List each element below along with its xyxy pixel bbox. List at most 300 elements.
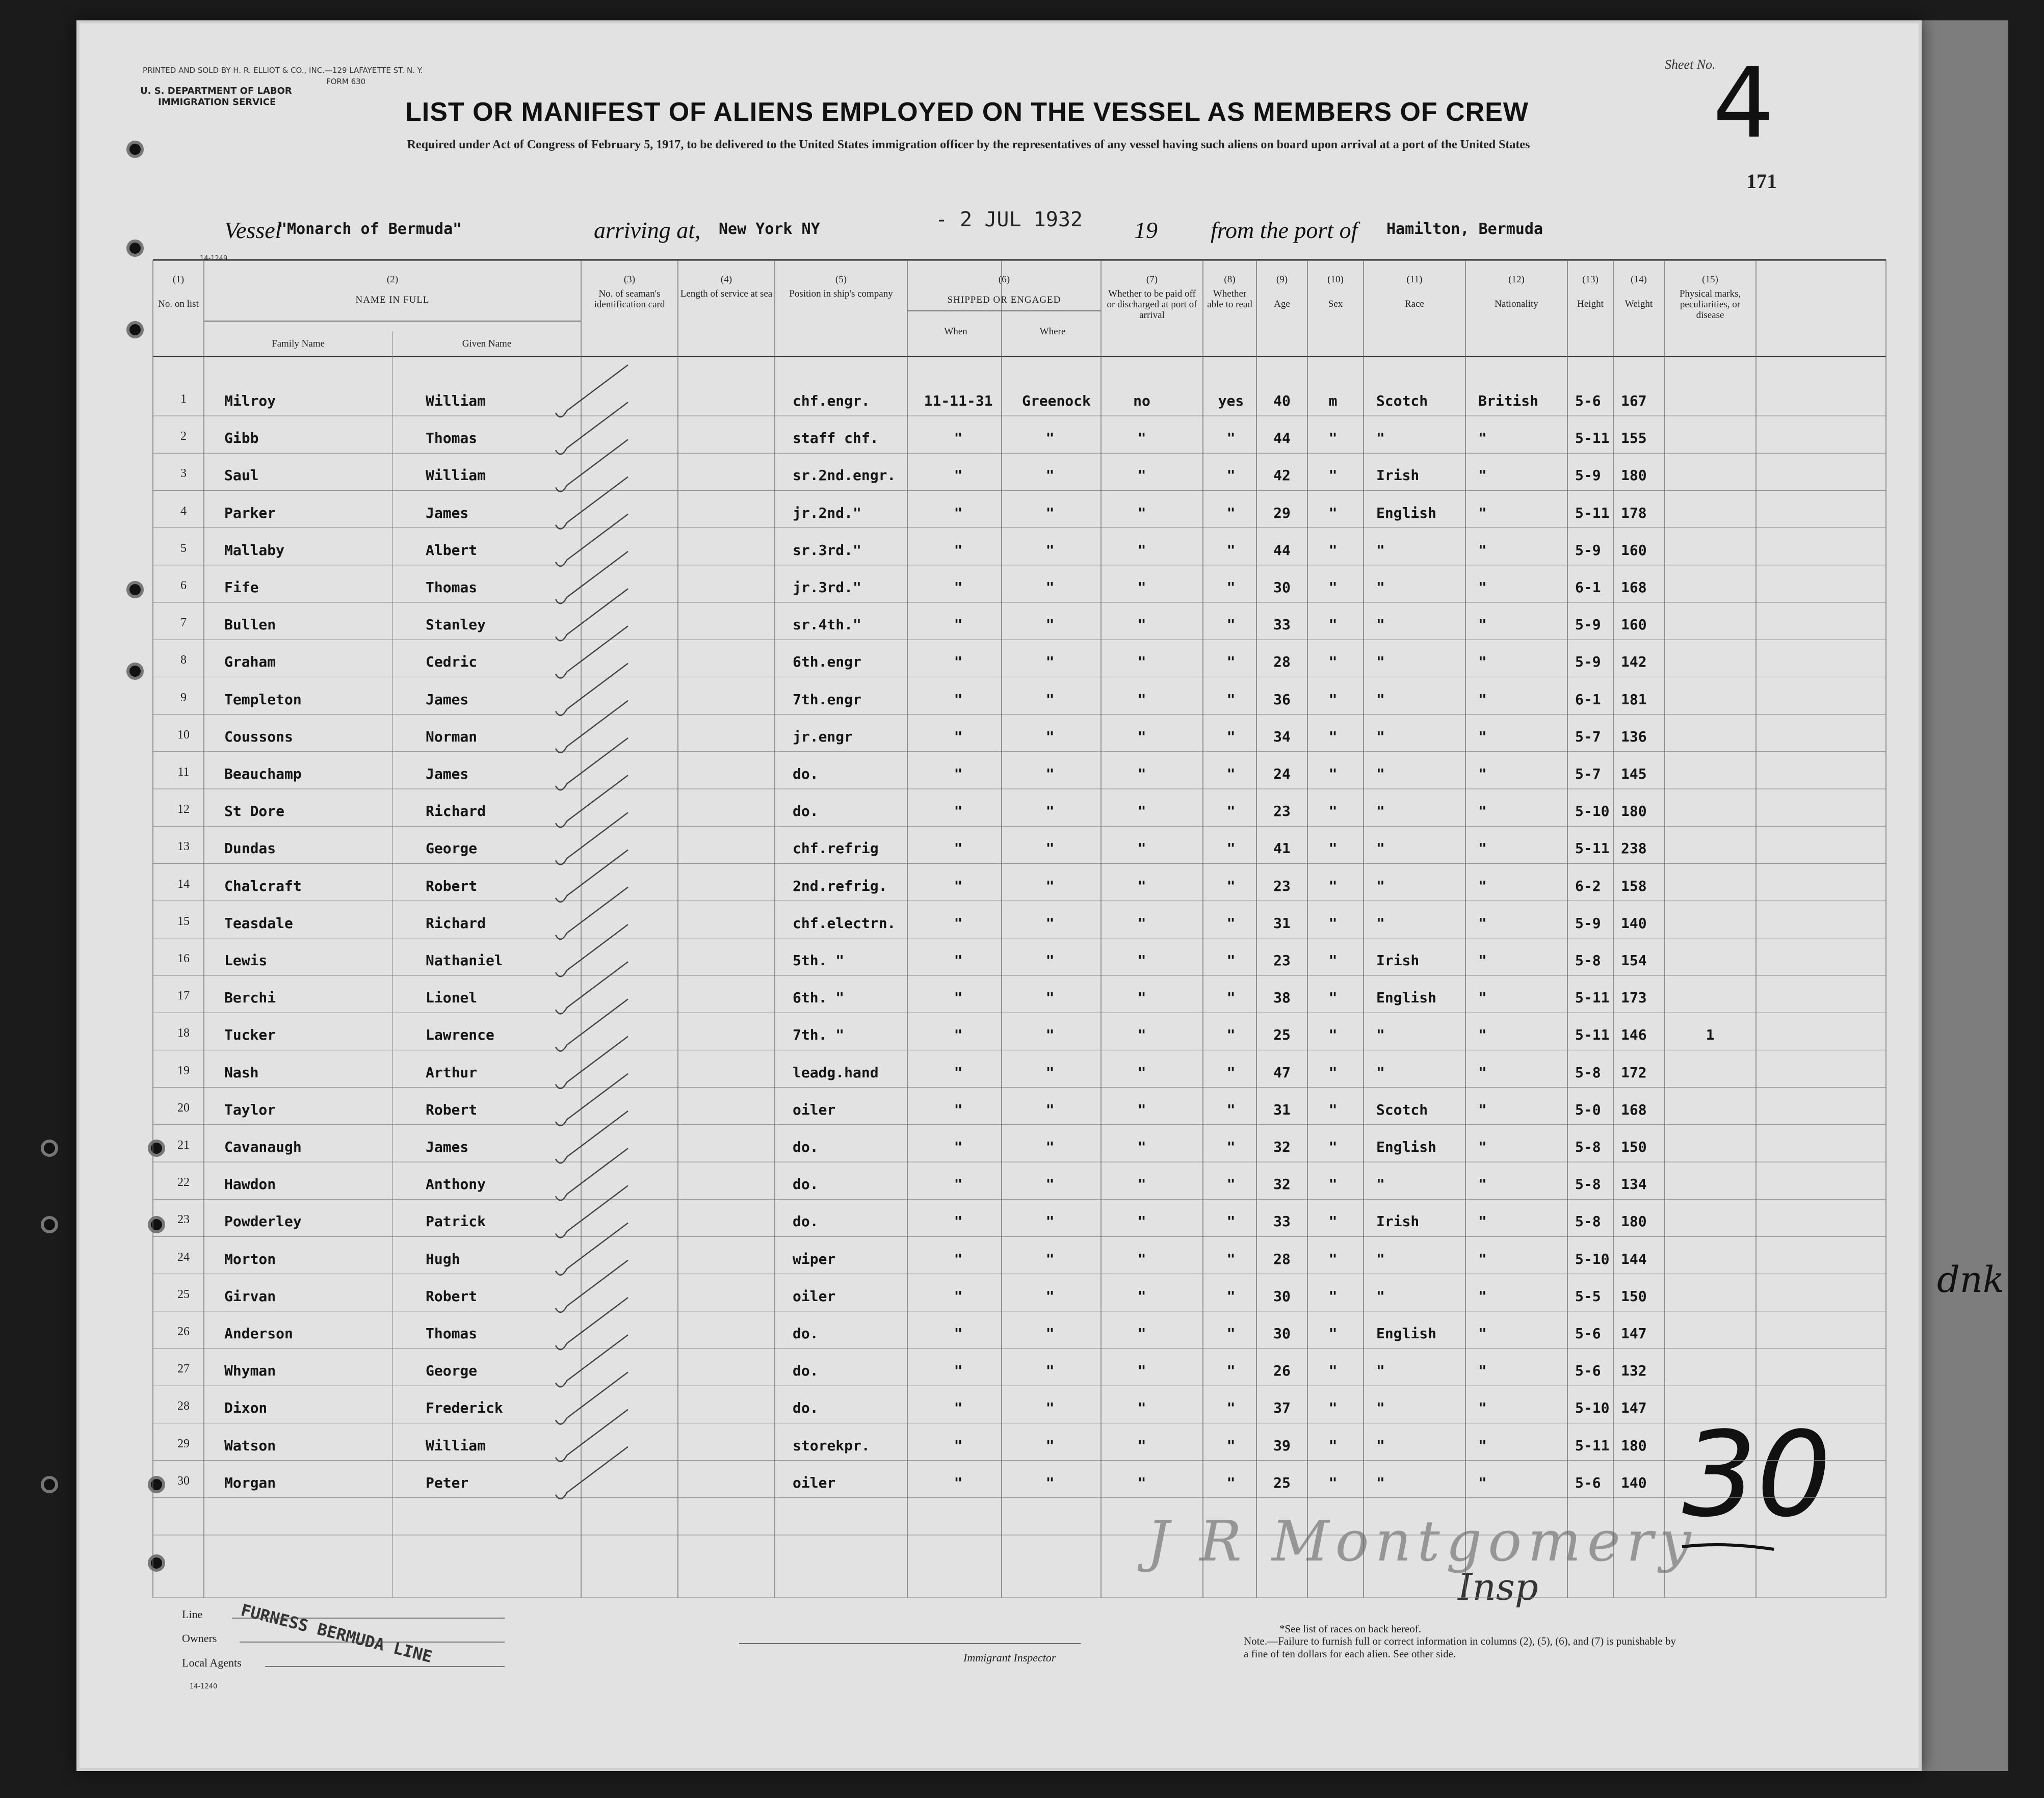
cell-where: " xyxy=(1045,467,1055,484)
cell-height: 5-0 xyxy=(1575,1101,1601,1118)
cell-height: 5-8 xyxy=(1575,1139,1601,1155)
cell-read: " xyxy=(1226,579,1236,596)
cell-weight: 160 xyxy=(1621,616,1647,633)
cell-position: do. xyxy=(793,1139,819,1155)
column-number: (14) xyxy=(1631,274,1647,285)
cell-age: 23 xyxy=(1273,803,1291,820)
cell-read: " xyxy=(1226,1101,1236,1118)
cell-race: " xyxy=(1376,1176,1385,1193)
cell-nationality: " xyxy=(1478,877,1487,894)
cell-position: do. xyxy=(793,1362,819,1380)
cell-when: " xyxy=(954,691,963,708)
cell-weight: 150 xyxy=(1621,1139,1647,1155)
cell-age: 29 xyxy=(1273,504,1291,521)
cell-height: 5-10 xyxy=(1575,1250,1610,1267)
cell-weight: 136 xyxy=(1621,728,1647,745)
cell-family: Nash xyxy=(224,1064,259,1081)
cell-given: Norman xyxy=(426,728,478,745)
row-number: 9 xyxy=(180,691,187,704)
column-sublabel: Given Name xyxy=(462,338,512,349)
cell-age: 30 xyxy=(1273,1325,1291,1342)
page-number: 171 xyxy=(1746,170,1777,193)
cell-position: chf.electrn. xyxy=(793,914,896,932)
cell-height: 5-11 xyxy=(1575,989,1610,1007)
cell-family: Berchi xyxy=(224,989,276,1007)
cell-where: " xyxy=(1045,1437,1055,1454)
cell-race: " xyxy=(1376,1399,1385,1417)
cell-where: " xyxy=(1045,1474,1055,1491)
cell-age: 30 xyxy=(1273,1287,1291,1305)
cell-race: " xyxy=(1376,1026,1385,1044)
cell-paid: " xyxy=(1137,430,1146,447)
cell-given: Frederick xyxy=(426,1399,503,1417)
cell-age: 31 xyxy=(1273,914,1291,932)
cell-weight: 178 xyxy=(1621,504,1647,521)
cell-marks: 1 xyxy=(1706,1026,1715,1044)
row-number: 24 xyxy=(177,1250,190,1264)
cell-weight: 180 xyxy=(1621,803,1647,820)
cell-nationality: " xyxy=(1478,579,1487,596)
column-number: (10) xyxy=(1327,274,1344,285)
cell-read: " xyxy=(1226,914,1236,932)
cell-paid: " xyxy=(1137,765,1146,782)
cell-race: Scotch xyxy=(1376,1101,1428,1118)
margin-note: dnk xyxy=(1937,1259,2005,1301)
cell-given: Cedric xyxy=(426,653,478,671)
cell-age: 40 xyxy=(1273,392,1291,409)
cell-nationality: " xyxy=(1478,1101,1487,1118)
cell-height: 5-11 xyxy=(1575,840,1610,857)
cell-where: " xyxy=(1045,728,1055,745)
cell-read: " xyxy=(1226,877,1236,894)
cell-sex: " xyxy=(1328,616,1338,633)
cell-nationality: " xyxy=(1478,1139,1487,1155)
cell-when: " xyxy=(954,952,963,969)
cell-weight: 134 xyxy=(1621,1176,1647,1193)
cell-height: 5-8 xyxy=(1575,1213,1601,1230)
cell-family: Morgan xyxy=(224,1474,276,1491)
signature-title: Insp xyxy=(1458,1566,1538,1608)
cell-where: " xyxy=(1045,840,1055,857)
cell-family: Lewis xyxy=(224,952,268,969)
cell-race: " xyxy=(1376,616,1385,633)
cell-age: 24 xyxy=(1273,765,1291,782)
cell-age: 42 xyxy=(1273,467,1291,484)
cell-paid: " xyxy=(1137,653,1146,671)
cell-when: " xyxy=(954,803,963,820)
cell-paid: " xyxy=(1137,989,1146,1007)
row-number: 2 xyxy=(180,430,187,443)
cell-where: " xyxy=(1045,952,1055,969)
cell-race: " xyxy=(1376,541,1385,559)
cell-given: Nathaniel xyxy=(426,952,503,969)
cell-sex: " xyxy=(1328,1437,1338,1454)
cell-sex: " xyxy=(1328,691,1338,708)
cell-sex: " xyxy=(1328,914,1338,932)
cell-paid: " xyxy=(1137,1213,1146,1230)
row-number: 3 xyxy=(180,467,187,481)
cell-where: " xyxy=(1045,1064,1055,1081)
cell-given: Lawrence xyxy=(426,1026,494,1044)
cell-position: 6th.engr xyxy=(793,653,861,671)
column-sublabel: When xyxy=(944,326,967,337)
cell-position: jr.engr xyxy=(793,728,853,745)
cell-position: jr.3rd." xyxy=(793,579,861,596)
cell-when: " xyxy=(954,1474,963,1491)
cell-nationality: " xyxy=(1478,765,1487,782)
cell-when: " xyxy=(954,467,963,484)
cell-age: 25 xyxy=(1273,1474,1291,1491)
cell-read: " xyxy=(1226,1399,1236,1417)
cell-race: " xyxy=(1376,430,1385,447)
cell-sex: " xyxy=(1328,803,1338,820)
cell-weight: 173 xyxy=(1621,989,1647,1007)
column-label: Race xyxy=(1405,299,1424,309)
column-label: Whether able to read xyxy=(1207,288,1252,310)
cell-paid: no xyxy=(1133,392,1150,409)
row-number: 12 xyxy=(177,803,190,816)
vessel-name: "Monarch of Bermuda" xyxy=(278,220,462,238)
cell-paid: " xyxy=(1137,1399,1146,1417)
cell-nationality: British xyxy=(1478,392,1539,409)
cell-weight: 160 xyxy=(1621,541,1647,559)
cell-height: 5-11 xyxy=(1575,504,1610,521)
cell-where: " xyxy=(1045,1139,1055,1155)
row-number: 30 xyxy=(177,1474,190,1488)
cell-race: English xyxy=(1376,504,1437,521)
cell-given: James xyxy=(426,691,469,708)
cell-position: 7th. " xyxy=(793,1026,845,1044)
form-number: FORM 630 xyxy=(326,77,366,86)
column-label: No. on list xyxy=(158,299,199,309)
cell-family: Hawdon xyxy=(224,1176,276,1193)
cell-height: 5-6 xyxy=(1575,1325,1601,1342)
cell-when: " xyxy=(954,504,963,521)
cell-family: Templeton xyxy=(224,691,302,708)
cell-family: Powderley xyxy=(224,1213,302,1230)
cell-family: Mallaby xyxy=(224,541,285,559)
sheet-label: Sheet No. xyxy=(1665,57,1716,72)
cell-race: " xyxy=(1376,653,1385,671)
cell-given: Richard xyxy=(426,914,486,932)
cell-where: " xyxy=(1045,1101,1055,1118)
handwritten-total: 30 xyxy=(1682,1407,1831,1543)
sheet-number: 4 xyxy=(1713,47,1774,160)
footer-form-code: 14-1240 xyxy=(190,1683,218,1690)
cell-where: " xyxy=(1045,1325,1055,1342)
cell-read: " xyxy=(1226,467,1236,484)
cell-height: 5-11 xyxy=(1575,1437,1610,1454)
cell-given: James xyxy=(426,1139,469,1155)
cell-height: 5-8 xyxy=(1575,952,1601,969)
cell-paid: " xyxy=(1137,691,1146,708)
cell-family: Cavanaugh xyxy=(224,1139,302,1155)
cell-sex: " xyxy=(1328,541,1338,559)
column-label: Sex xyxy=(1328,299,1343,309)
column-number: (2) xyxy=(386,274,399,285)
cell-nationality: " xyxy=(1478,467,1487,484)
local-agents-label: Local Agents xyxy=(182,1656,242,1669)
cell-sex: " xyxy=(1328,989,1338,1007)
cell-family: Tucker xyxy=(224,1026,276,1044)
cell-when: " xyxy=(954,1437,963,1454)
cell-sex: " xyxy=(1328,840,1338,857)
cell-given: Patrick xyxy=(426,1213,486,1230)
cell-race: " xyxy=(1376,579,1385,596)
row-number: 14 xyxy=(177,877,190,891)
cell-paid: " xyxy=(1137,1026,1146,1044)
arriving-label: arriving at, xyxy=(594,217,701,243)
row-number: 6 xyxy=(180,579,187,592)
column-label: Height xyxy=(1577,299,1604,309)
cell-age: 32 xyxy=(1273,1139,1291,1155)
row-number: 13 xyxy=(177,840,190,854)
cell-when: " xyxy=(954,914,963,932)
cell-weight: 238 xyxy=(1621,840,1647,857)
cell-read: " xyxy=(1226,691,1236,708)
cell-age: 33 xyxy=(1273,1213,1291,1230)
cell-nationality: " xyxy=(1478,1250,1487,1267)
cell-sex: " xyxy=(1328,467,1338,484)
cell-sex: " xyxy=(1328,1176,1338,1193)
cell-family: Whyman xyxy=(224,1362,276,1380)
cell-family: Saul xyxy=(224,467,259,484)
cell-sex: " xyxy=(1328,877,1338,894)
cell-read: yes xyxy=(1218,392,1244,409)
cell-height: 5-9 xyxy=(1575,541,1601,559)
cell-where: " xyxy=(1045,914,1055,932)
cell-age: 28 xyxy=(1273,653,1291,671)
cell-height: 5-7 xyxy=(1575,728,1601,745)
cell-nationality: " xyxy=(1478,430,1487,447)
row-number: 21 xyxy=(177,1139,190,1152)
cell-when: " xyxy=(954,579,963,596)
column-number: (7) xyxy=(1146,274,1158,285)
cell-when: " xyxy=(954,1362,963,1380)
cell-position: storekpr. xyxy=(793,1437,870,1454)
arrival-date-stamp: - 2 JUL 1932 xyxy=(935,208,1083,231)
cell-when: 11-11-31 xyxy=(924,392,993,409)
cell-position: oiler xyxy=(793,1287,836,1305)
printer-line: PRINTED AND SOLD BY H. R. ELLIOT & CO., INC.—129 LAFAYETTE ST. N. Y. xyxy=(143,66,423,75)
cell-position: sr.2nd.engr. xyxy=(793,467,896,484)
cell-nationality: " xyxy=(1478,616,1487,633)
cell-nationality: " xyxy=(1478,691,1487,708)
column-number: (1) xyxy=(172,274,185,285)
column-label: Age xyxy=(1274,299,1290,309)
cell-position: 6th. " xyxy=(793,989,845,1007)
cell-height: 5-5 xyxy=(1575,1287,1601,1305)
cell-position: chf.refrig xyxy=(793,840,879,857)
cell-where: " xyxy=(1045,541,1055,559)
cell-read: " xyxy=(1226,616,1236,633)
cell-nationality: " xyxy=(1478,1176,1487,1193)
row-number: 23 xyxy=(177,1213,190,1227)
row-number: 25 xyxy=(177,1287,190,1301)
cell-weight: 145 xyxy=(1621,765,1647,782)
cell-family: Teasdale xyxy=(224,914,293,932)
cell-where: " xyxy=(1045,579,1055,596)
cell-where: Greenock xyxy=(1022,392,1091,409)
cell-read: " xyxy=(1226,504,1236,521)
cell-family: Parker xyxy=(224,504,276,521)
cell-race: " xyxy=(1376,765,1385,782)
cell-position: chf.engr. xyxy=(793,392,870,409)
cell-when: " xyxy=(954,1287,963,1305)
cell-nationality: " xyxy=(1478,989,1487,1007)
penalty-note: Note.—Failure to furnish full or correct information in columns (2), (5), (6), and (7) is punishable by a fine of ten dollars for each alien. See other side. xyxy=(1244,1635,1676,1660)
cell-given: William xyxy=(426,467,486,484)
cell-weight: 167 xyxy=(1621,392,1647,409)
cell-where: " xyxy=(1045,1399,1055,1417)
row-number: 27 xyxy=(177,1362,190,1376)
cell-when: " xyxy=(954,1213,963,1230)
row-number: 10 xyxy=(177,728,190,742)
column-label: SHIPPED OR ENGAGED xyxy=(947,295,1061,305)
cell-read: " xyxy=(1226,430,1236,447)
cell-age: 36 xyxy=(1273,691,1291,708)
cell-race: Irish xyxy=(1376,467,1420,484)
cell-nationality: " xyxy=(1478,952,1487,969)
cell-paid: " xyxy=(1137,1437,1146,1454)
cell-paid: " xyxy=(1137,504,1146,521)
cell-paid: " xyxy=(1137,1250,1146,1267)
cell-given: George xyxy=(426,1362,478,1380)
from-port-label: from the port of xyxy=(1211,217,1358,243)
cell-position: 7th.engr xyxy=(793,691,861,708)
line-stamp: FURNESS BERMUDA LINE xyxy=(239,1600,434,1667)
cell-age: 30 xyxy=(1273,579,1291,596)
cell-race: " xyxy=(1376,877,1385,894)
cell-height: 5-8 xyxy=(1575,1064,1601,1081)
page-title: LIST OR MANIFEST OF ALIENS EMPLOYED ON THE VESSEL AS MEMBERS OF CREW xyxy=(405,97,1529,127)
cell-weight: 147 xyxy=(1621,1399,1647,1417)
cell-given: Arthur xyxy=(426,1064,478,1081)
cell-nationality: " xyxy=(1478,1213,1487,1230)
cell-race: Scotch xyxy=(1376,392,1428,409)
cell-nationality: " xyxy=(1478,840,1487,857)
row-number: 5 xyxy=(180,541,187,555)
cell-when: " xyxy=(954,1325,963,1342)
cell-where: " xyxy=(1045,989,1055,1007)
cell-position: sr.3rd." xyxy=(793,541,861,559)
cell-race: " xyxy=(1376,1474,1385,1491)
cell-age: 23 xyxy=(1273,952,1291,969)
cell-nationality: " xyxy=(1478,1437,1487,1454)
cell-weight: 142 xyxy=(1621,653,1647,671)
cell-paid: " xyxy=(1137,579,1146,596)
cell-given: Richard xyxy=(426,803,486,820)
cell-family: Dixon xyxy=(224,1399,268,1417)
column-sublabel: Where xyxy=(1039,326,1066,337)
cell-height: 5-6 xyxy=(1575,1362,1601,1380)
column-label: Nationality xyxy=(1495,299,1538,309)
cell-sex: " xyxy=(1328,1139,1338,1155)
cell-height: 5-6 xyxy=(1575,392,1601,409)
cell-where: " xyxy=(1045,691,1055,708)
cell-sex: " xyxy=(1328,653,1338,671)
row-number: 18 xyxy=(177,1026,190,1040)
cell-paid: " xyxy=(1137,1064,1146,1081)
department-line: U. S. DEPARTMENT OF LABOR xyxy=(140,86,292,96)
cell-sex: " xyxy=(1328,1474,1338,1491)
cell-family: Fife xyxy=(224,579,259,596)
cell-read: " xyxy=(1226,1064,1236,1081)
cell-when: " xyxy=(954,840,963,857)
cell-read: " xyxy=(1226,952,1236,969)
cell-sex: " xyxy=(1328,1362,1338,1380)
cell-paid: " xyxy=(1137,467,1146,484)
cell-read: " xyxy=(1226,1287,1236,1305)
cell-weight: 172 xyxy=(1621,1064,1647,1081)
column-label: Position in ship's company xyxy=(789,288,893,299)
cell-read: " xyxy=(1226,1325,1236,1342)
cell-paid: " xyxy=(1137,952,1146,969)
cell-when: " xyxy=(954,430,963,447)
cell-race: " xyxy=(1376,728,1385,745)
cell-weight: 154 xyxy=(1621,952,1647,969)
column-label: Whether to be paid off or discharged at port of arrival xyxy=(1107,288,1197,321)
cell-position: jr.2nd." xyxy=(793,504,861,521)
cell-weight: 155 xyxy=(1621,430,1647,447)
cell-position: leadg.hand xyxy=(793,1064,879,1081)
cell-read: " xyxy=(1226,1139,1236,1155)
cell-sex: " xyxy=(1328,728,1338,745)
cell-when: " xyxy=(954,1176,963,1193)
cell-weight: 168 xyxy=(1621,579,1647,596)
cell-family: Morton xyxy=(224,1250,276,1267)
cell-sex: " xyxy=(1328,1399,1338,1417)
cell-paid: " xyxy=(1137,803,1146,820)
cell-where: " xyxy=(1045,653,1055,671)
cell-weight: 150 xyxy=(1621,1287,1647,1305)
cell-age: 23 xyxy=(1273,877,1291,894)
column-number: (12) xyxy=(1508,274,1525,285)
cell-weight: 180 xyxy=(1621,1437,1647,1454)
cell-paid: " xyxy=(1137,877,1146,894)
cell-given: Peter xyxy=(426,1474,469,1491)
cell-read: " xyxy=(1226,1213,1236,1230)
cell-family: Girvan xyxy=(224,1287,276,1305)
column-sublabel: Family Name xyxy=(272,338,325,349)
cell-when: " xyxy=(954,1064,963,1081)
cell-height: 5-11 xyxy=(1575,1026,1610,1044)
cell-sex: " xyxy=(1328,1287,1338,1305)
column-number: (15) xyxy=(1702,274,1718,285)
cell-read: " xyxy=(1226,653,1236,671)
cell-age: 44 xyxy=(1273,430,1291,447)
cell-when: " xyxy=(954,1399,963,1417)
cell-where: " xyxy=(1045,1176,1055,1193)
cell-family: Milroy xyxy=(224,392,276,409)
column-number: (11) xyxy=(1406,274,1423,285)
line-label: Line xyxy=(182,1608,203,1621)
cell-family: Beauchamp xyxy=(224,765,302,782)
cell-race: " xyxy=(1376,914,1385,932)
cell-age: 33 xyxy=(1273,616,1291,633)
cell-weight: 140 xyxy=(1621,1474,1647,1491)
arriving-port: New York NY xyxy=(719,220,820,238)
cell-position: do. xyxy=(793,1399,819,1417)
cell-when: " xyxy=(954,765,963,782)
column-label: NAME IN FULL xyxy=(355,295,430,305)
column-label: No. of seaman's identification card xyxy=(594,288,665,310)
cell-read: " xyxy=(1226,728,1236,745)
cell-where: " xyxy=(1045,1026,1055,1044)
cell-paid: " xyxy=(1137,840,1146,857)
cell-race: " xyxy=(1376,1362,1385,1380)
cell-paid: " xyxy=(1137,1287,1146,1305)
